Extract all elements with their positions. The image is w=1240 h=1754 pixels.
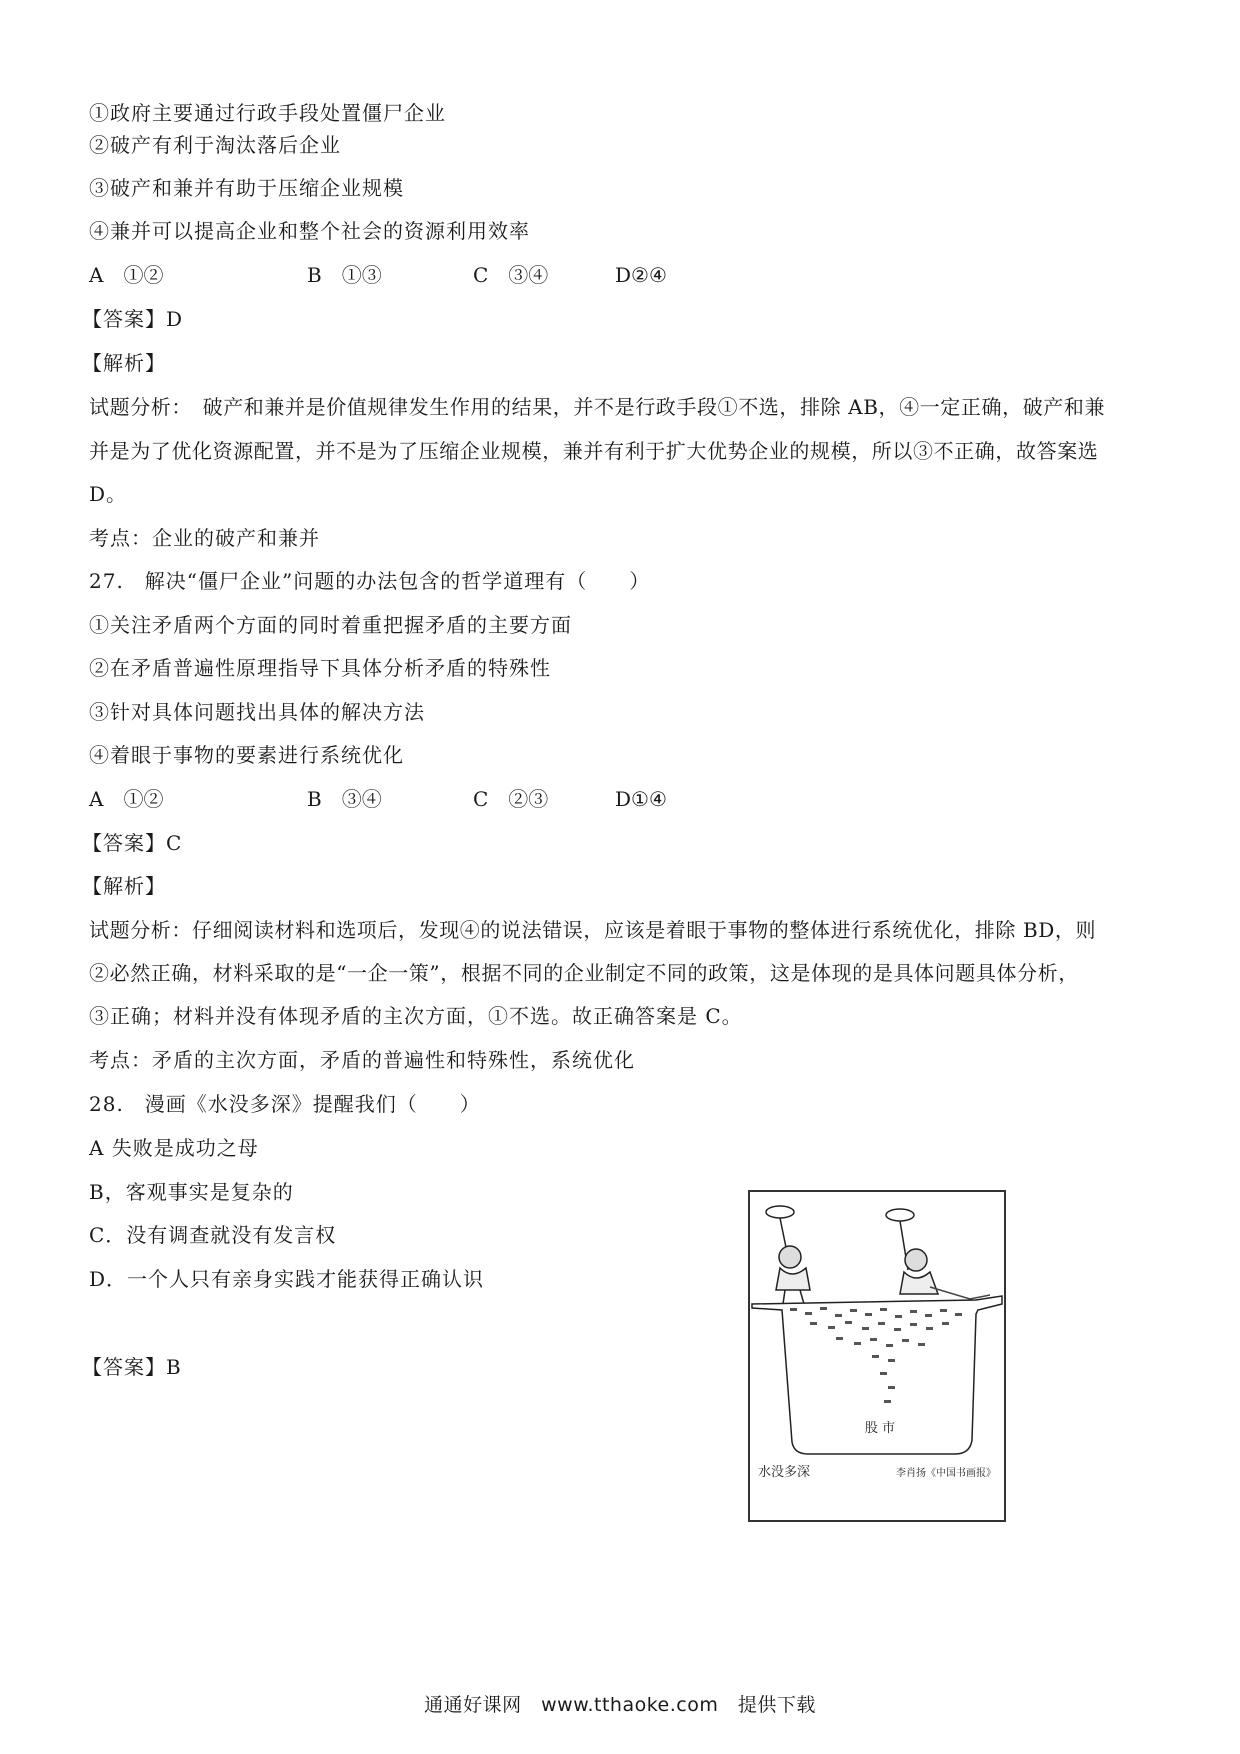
cartoon-illustration [748, 1190, 1006, 1522]
q28-option-a: A 失败是成功之母 [89, 1136, 259, 1160]
q26-analysis-label: 【解析】 [82, 351, 166, 375]
q26-item-4: ④兼并可以提高企业和整个社会的资源利用效率 [89, 219, 530, 243]
q27-analysis-line-1: 试题分析：仔细阅读材料和选项后，发现④的说法错误，应该是着眼于事物的整体进行系统优化，排除 BD，则 [89, 918, 1097, 942]
q27-analysis-line-3: ③正确；材料并没有体现矛盾的主次方面，①不选。故正确答案是 C。 [89, 1004, 743, 1028]
q26-option-a: A ①② [89, 263, 164, 287]
q27-option-a: A ①② [89, 787, 164, 811]
q28-answer: 【答案】B [82, 1355, 182, 1379]
q27-stem: 27. 解决“僵尸企业”问题的办法包含的哲学道理有（ ） [89, 569, 651, 593]
q26-point: 考点：企业的破产和兼并 [89, 526, 320, 550]
q26-answer: 【答案】D [82, 307, 184, 331]
q27-option-c: C ②③ [473, 787, 549, 811]
cartoon-title: 水没多深 [758, 1465, 811, 1480]
q26-analysis-line-3: D。 [89, 482, 128, 506]
q27-analysis-line-2: ②必然正确，材料采取的是“一企一策”，根据不同的企业制定不同的政策，这是体现的是具体问题具体分析， [89, 961, 1079, 985]
q26-item-3: ③破产和兼并有助于压缩企业规模 [89, 176, 404, 200]
q28-stem: 28. 漫画《水没多深》提醒我们（ ） [89, 1092, 481, 1116]
q27-item-1: ①关注矛盾两个方面的同时着重把握矛盾的主要方面 [89, 613, 572, 637]
q26-analysis-line-2: 并是为了优化资源配置，并不是为了压缩企业规模，兼并有利于扩大优势企业的规模，所以③不正确，故答案选 [89, 439, 1099, 463]
page-footer: 通通好课网 www.tthaoke.com 提供下载 [424, 1694, 816, 1716]
q27-item-3: ③针对具体问题找出具体的解决方法 [89, 700, 425, 724]
q27-option-b: B ③④ [307, 787, 382, 811]
q26-item-1: ①政府主要通过行政手段处置僵尸企业 [89, 101, 446, 125]
q28-option-b: B，客观事实是复杂的 [89, 1180, 294, 1204]
q27-item-4: ④着眼于事物的要素进行系统优化 [89, 743, 404, 767]
q26-analysis-line-1: 试题分析： 破产和兼并是价值规律发生作用的结果，并不是行政手段①不选，排除 AB，④一定正确，破产和兼 [89, 395, 1106, 419]
q28-option-c: C．没有调查就没有发言权 [89, 1223, 337, 1247]
q27-answer: 【答案】C [82, 831, 183, 855]
q27-point: 考点：矛盾的主次方面，矛盾的普遍性和特殊性，系统优化 [89, 1048, 635, 1072]
right-figure [886, 1209, 990, 1299]
q28-option-d: D．一个人只有亲身实践才能获得正确认识 [89, 1267, 485, 1291]
q26-item-2: ②破产有利于淘汰落后企业 [89, 133, 341, 157]
pool-label: 股 市 [864, 1421, 896, 1436]
q26-option-b: B ①③ [307, 263, 382, 287]
q27-option-d: D①④ [615, 787, 667, 811]
q27-analysis-label: 【解析】 [82, 874, 166, 898]
cartoon-credit: 李肖扬《中国书画报》 [896, 1468, 996, 1479]
left-figure [766, 1206, 810, 1304]
q26-option-c: C ③④ [473, 263, 549, 287]
q27-item-2: ②在矛盾普遍性原理指导下具体分析矛盾的特殊性 [89, 656, 551, 680]
q26-option-d: D②④ [615, 263, 667, 287]
cartoon-drawing [750, 1192, 1004, 1520]
